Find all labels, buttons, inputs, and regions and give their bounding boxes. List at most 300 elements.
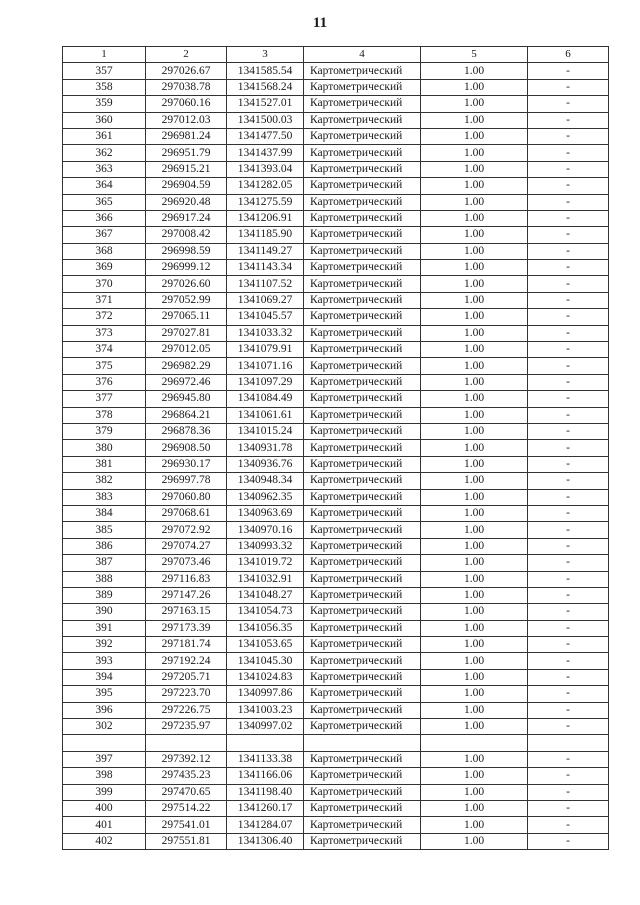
accuracy-cell: 1.00 bbox=[421, 817, 528, 833]
table-row bbox=[63, 112, 609, 128]
method-cell bbox=[304, 735, 421, 751]
table-row bbox=[63, 309, 609, 325]
note-cell: - bbox=[528, 374, 609, 390]
accuracy-cell: 1.00 bbox=[421, 800, 528, 816]
y-coordinate-cell: 1340997.86 bbox=[227, 686, 304, 702]
table-row bbox=[63, 817, 609, 833]
x-coordinate-cell: 297181.74 bbox=[146, 637, 227, 653]
table-row bbox=[63, 637, 609, 653]
x-coordinate-cell: 297192.24 bbox=[146, 653, 227, 669]
y-coordinate-cell: 1341019.72 bbox=[227, 555, 304, 571]
x-coordinate-cell: 297163.15 bbox=[146, 604, 227, 620]
table-row bbox=[63, 538, 609, 554]
note-cell: - bbox=[528, 587, 609, 603]
note-cell: - bbox=[528, 571, 609, 587]
accuracy-cell bbox=[421, 735, 528, 751]
method-cell: Картометрический bbox=[304, 669, 421, 685]
method-cell: Картометрический bbox=[304, 178, 421, 194]
y-coordinate-cell: 1341185.90 bbox=[227, 227, 304, 243]
point-number-cell: 392 bbox=[63, 637, 146, 653]
note-cell: - bbox=[528, 325, 609, 341]
x-coordinate-cell: 297008.42 bbox=[146, 227, 227, 243]
accuracy-cell: 1.00 bbox=[421, 342, 528, 358]
x-coordinate-cell: 297116.83 bbox=[146, 571, 227, 587]
note-cell: - bbox=[528, 128, 609, 144]
note-cell: - bbox=[528, 145, 609, 161]
table-row bbox=[63, 784, 609, 800]
note-cell: - bbox=[528, 407, 609, 423]
x-coordinate-cell: 297012.05 bbox=[146, 342, 227, 358]
point-number-cell: 386 bbox=[63, 538, 146, 554]
point-number-cell: 385 bbox=[63, 522, 146, 538]
note-cell: - bbox=[528, 653, 609, 669]
table-row bbox=[63, 260, 609, 276]
point-number-cell: 380 bbox=[63, 440, 146, 456]
accuracy-cell: 1.00 bbox=[421, 637, 528, 653]
x-coordinate-cell: 297147.26 bbox=[146, 587, 227, 603]
method-cell: Картометрический bbox=[304, 473, 421, 489]
y-coordinate-cell: 1341084.49 bbox=[227, 391, 304, 407]
method-cell: Картометрический bbox=[304, 374, 421, 390]
y-coordinate-cell: 1341437.99 bbox=[227, 145, 304, 161]
method-cell: Картометрический bbox=[304, 276, 421, 292]
note-cell: - bbox=[528, 440, 609, 456]
method-cell: Картометрический bbox=[304, 505, 421, 521]
y-coordinate-cell: 1340970.16 bbox=[227, 522, 304, 538]
point-number-cell: 387 bbox=[63, 555, 146, 571]
accuracy-cell: 1.00 bbox=[421, 227, 528, 243]
note-cell: - bbox=[528, 358, 609, 374]
x-coordinate-cell: 296917.24 bbox=[146, 210, 227, 226]
accuracy-cell: 1.00 bbox=[421, 210, 528, 226]
note-cell: - bbox=[528, 686, 609, 702]
method-cell: Картометрический bbox=[304, 751, 421, 767]
coordinates-table bbox=[62, 46, 609, 850]
x-coordinate-cell: 296981.24 bbox=[146, 128, 227, 144]
y-coordinate-cell: 1341061.61 bbox=[227, 407, 304, 423]
accuracy-cell: 1.00 bbox=[421, 702, 528, 718]
note-cell: - bbox=[528, 63, 609, 79]
method-cell: Картометрический bbox=[304, 128, 421, 144]
x-coordinate-cell: 296997.78 bbox=[146, 473, 227, 489]
point-number-cell: 372 bbox=[63, 309, 146, 325]
y-coordinate-cell: 1340936.76 bbox=[227, 456, 304, 472]
accuracy-cell: 1.00 bbox=[421, 505, 528, 521]
accuracy-cell: 1.00 bbox=[421, 669, 528, 685]
accuracy-cell: 1.00 bbox=[421, 423, 528, 439]
point-number-cell: 358 bbox=[63, 79, 146, 95]
accuracy-cell: 1.00 bbox=[421, 440, 528, 456]
accuracy-cell: 1.00 bbox=[421, 260, 528, 276]
note-cell: - bbox=[528, 243, 609, 259]
y-coordinate-cell: 1340963.69 bbox=[227, 505, 304, 521]
x-coordinate-cell: 296982.29 bbox=[146, 358, 227, 374]
note-cell: - bbox=[528, 702, 609, 718]
point-number-cell: 391 bbox=[63, 620, 146, 636]
y-coordinate-cell: 1341056.35 bbox=[227, 620, 304, 636]
method-cell: Картометрический bbox=[304, 637, 421, 653]
method-cell: Картометрический bbox=[304, 817, 421, 833]
point-number-cell: 373 bbox=[63, 325, 146, 341]
method-cell: Картометрический bbox=[304, 686, 421, 702]
x-coordinate-cell: 297060.80 bbox=[146, 489, 227, 505]
note-cell: - bbox=[528, 669, 609, 685]
table-row bbox=[63, 145, 609, 161]
y-coordinate-cell: 1341198.40 bbox=[227, 784, 304, 800]
table-row bbox=[63, 227, 609, 243]
note-cell: - bbox=[528, 309, 609, 325]
note-cell: - bbox=[528, 751, 609, 767]
x-coordinate-cell: 296998.59 bbox=[146, 243, 227, 259]
method-cell: Картометрический bbox=[304, 161, 421, 177]
accuracy-cell: 1.00 bbox=[421, 391, 528, 407]
point-number-cell: 395 bbox=[63, 686, 146, 702]
table-body bbox=[63, 63, 609, 850]
table-row bbox=[63, 391, 609, 407]
method-cell: Картометрический bbox=[304, 833, 421, 849]
point-number-cell: 381 bbox=[63, 456, 146, 472]
note-cell: - bbox=[528, 489, 609, 505]
note-cell: - bbox=[528, 800, 609, 816]
y-coordinate-cell bbox=[227, 735, 304, 751]
x-coordinate-cell: 297541.01 bbox=[146, 817, 227, 833]
table-row bbox=[63, 456, 609, 472]
point-number-cell: 375 bbox=[63, 358, 146, 374]
x-coordinate-cell: 297026.67 bbox=[146, 63, 227, 79]
table-row bbox=[63, 374, 609, 390]
note-cell: - bbox=[528, 817, 609, 833]
point-number-cell: 384 bbox=[63, 505, 146, 521]
point-number-cell: 379 bbox=[63, 423, 146, 439]
accuracy-cell: 1.00 bbox=[421, 555, 528, 571]
accuracy-cell: 1.00 bbox=[421, 178, 528, 194]
table-row bbox=[63, 276, 609, 292]
x-coordinate-cell: 297226.75 bbox=[146, 702, 227, 718]
note-cell: - bbox=[528, 620, 609, 636]
point-number-cell: 399 bbox=[63, 784, 146, 800]
y-coordinate-cell: 1341024.83 bbox=[227, 669, 304, 685]
method-cell: Картометрический bbox=[304, 784, 421, 800]
accuracy-cell: 1.00 bbox=[421, 128, 528, 144]
x-coordinate-cell: 296930.17 bbox=[146, 456, 227, 472]
point-number-cell: 389 bbox=[63, 587, 146, 603]
accuracy-cell: 1.00 bbox=[421, 276, 528, 292]
method-cell: Картометрический bbox=[304, 63, 421, 79]
accuracy-cell: 1.00 bbox=[421, 751, 528, 767]
point-number-cell: 302 bbox=[63, 719, 146, 735]
table-row bbox=[63, 587, 609, 603]
point-number-cell: 365 bbox=[63, 194, 146, 210]
method-cell: Картометрический bbox=[304, 800, 421, 816]
y-coordinate-cell: 1341260.17 bbox=[227, 800, 304, 816]
table-row bbox=[63, 768, 609, 784]
accuracy-cell: 1.00 bbox=[421, 243, 528, 259]
column-header: 5 bbox=[421, 47, 528, 63]
note-cell bbox=[528, 735, 609, 751]
method-cell: Картометрический bbox=[304, 96, 421, 112]
point-number-cell: 401 bbox=[63, 817, 146, 833]
method-cell: Картометрический bbox=[304, 653, 421, 669]
x-coordinate-cell: 297068.61 bbox=[146, 505, 227, 521]
table-header-row bbox=[63, 47, 609, 63]
x-coordinate-cell: 297470.65 bbox=[146, 784, 227, 800]
x-coordinate-cell: 297027.81 bbox=[146, 325, 227, 341]
y-coordinate-cell: 1341048.27 bbox=[227, 587, 304, 603]
note-cell: - bbox=[528, 719, 609, 735]
x-coordinate-cell: 297073.46 bbox=[146, 555, 227, 571]
y-coordinate-cell: 1341033.32 bbox=[227, 325, 304, 341]
note-cell: - bbox=[528, 292, 609, 308]
y-coordinate-cell: 1340948.34 bbox=[227, 473, 304, 489]
note-cell: - bbox=[528, 604, 609, 620]
point-number-cell: 402 bbox=[63, 833, 146, 849]
accuracy-cell: 1.00 bbox=[421, 571, 528, 587]
point-number-cell: 378 bbox=[63, 407, 146, 423]
column-header: 4 bbox=[304, 47, 421, 63]
x-coordinate-cell: 296945.80 bbox=[146, 391, 227, 407]
point-number-cell: 377 bbox=[63, 391, 146, 407]
note-cell: - bbox=[528, 768, 609, 784]
y-coordinate-cell: 1340931.78 bbox=[227, 440, 304, 456]
accuracy-cell: 1.00 bbox=[421, 161, 528, 177]
accuracy-cell: 1.00 bbox=[421, 587, 528, 603]
point-number-cell: 363 bbox=[63, 161, 146, 177]
x-coordinate-cell: 297173.39 bbox=[146, 620, 227, 636]
note-cell: - bbox=[528, 112, 609, 128]
point-number-cell: 370 bbox=[63, 276, 146, 292]
table-row bbox=[63, 96, 609, 112]
table-row bbox=[63, 489, 609, 505]
accuracy-cell: 1.00 bbox=[421, 325, 528, 341]
point-number-cell: 361 bbox=[63, 128, 146, 144]
point-number-cell: 388 bbox=[63, 571, 146, 587]
point-number-cell: 396 bbox=[63, 702, 146, 718]
y-coordinate-cell: 1341003.23 bbox=[227, 702, 304, 718]
x-coordinate-cell: 296878.36 bbox=[146, 423, 227, 439]
y-coordinate-cell: 1340993.32 bbox=[227, 538, 304, 554]
table-row bbox=[63, 669, 609, 685]
x-coordinate-cell: 297235.97 bbox=[146, 719, 227, 735]
y-coordinate-cell: 1340997.02 bbox=[227, 719, 304, 735]
accuracy-cell: 1.00 bbox=[421, 538, 528, 554]
y-coordinate-cell: 1341282.05 bbox=[227, 178, 304, 194]
method-cell: Картометрический bbox=[304, 210, 421, 226]
table-row bbox=[63, 161, 609, 177]
note-cell: - bbox=[528, 260, 609, 276]
note-cell: - bbox=[528, 522, 609, 538]
note-cell: - bbox=[528, 178, 609, 194]
note-cell: - bbox=[528, 456, 609, 472]
table-row bbox=[63, 555, 609, 571]
y-coordinate-cell: 1341097.29 bbox=[227, 374, 304, 390]
point-number-cell: 357 bbox=[63, 63, 146, 79]
method-cell: Картометрический bbox=[304, 391, 421, 407]
note-cell: - bbox=[528, 538, 609, 554]
note-cell: - bbox=[528, 391, 609, 407]
y-coordinate-cell: 1341568.24 bbox=[227, 79, 304, 95]
x-coordinate-cell bbox=[146, 735, 227, 751]
x-coordinate-cell: 297435.23 bbox=[146, 768, 227, 784]
method-cell: Картометрический bbox=[304, 456, 421, 472]
table-row bbox=[63, 800, 609, 816]
y-coordinate-cell: 1341045.30 bbox=[227, 653, 304, 669]
note-cell: - bbox=[528, 784, 609, 800]
x-coordinate-cell: 297060.16 bbox=[146, 96, 227, 112]
method-cell: Картометрический bbox=[304, 342, 421, 358]
accuracy-cell: 1.00 bbox=[421, 374, 528, 390]
y-coordinate-cell: 1341032.91 bbox=[227, 571, 304, 587]
note-cell: - bbox=[528, 210, 609, 226]
column-header: 3 bbox=[227, 47, 304, 63]
accuracy-cell: 1.00 bbox=[421, 522, 528, 538]
accuracy-cell: 1.00 bbox=[421, 145, 528, 161]
y-coordinate-cell: 1341107.52 bbox=[227, 276, 304, 292]
accuracy-cell: 1.00 bbox=[421, 456, 528, 472]
method-cell: Картометрический bbox=[304, 227, 421, 243]
table-row bbox=[63, 79, 609, 95]
table-row bbox=[63, 440, 609, 456]
accuracy-cell: 1.00 bbox=[421, 63, 528, 79]
point-number-cell: 394 bbox=[63, 669, 146, 685]
x-coordinate-cell: 296915.21 bbox=[146, 161, 227, 177]
point-number-cell: 371 bbox=[63, 292, 146, 308]
accuracy-cell: 1.00 bbox=[421, 489, 528, 505]
y-coordinate-cell: 1341500.03 bbox=[227, 112, 304, 128]
y-coordinate-cell: 1341284.07 bbox=[227, 817, 304, 833]
note-cell: - bbox=[528, 637, 609, 653]
table-row bbox=[63, 292, 609, 308]
x-coordinate-cell: 297065.11 bbox=[146, 309, 227, 325]
method-cell: Картометрический bbox=[304, 358, 421, 374]
accuracy-cell: 1.00 bbox=[421, 358, 528, 374]
note-cell: - bbox=[528, 96, 609, 112]
y-coordinate-cell: 1341071.16 bbox=[227, 358, 304, 374]
column-header: 2 bbox=[146, 47, 227, 63]
method-cell: Картометрический bbox=[304, 309, 421, 325]
x-coordinate-cell: 296972.46 bbox=[146, 374, 227, 390]
table-row bbox=[63, 243, 609, 259]
accuracy-cell: 1.00 bbox=[421, 784, 528, 800]
table-row bbox=[63, 505, 609, 521]
method-cell: Картометрический bbox=[304, 768, 421, 784]
y-coordinate-cell: 1341527.01 bbox=[227, 96, 304, 112]
y-coordinate-cell: 1341166.06 bbox=[227, 768, 304, 784]
y-coordinate-cell: 1341585.54 bbox=[227, 63, 304, 79]
point-number-cell: 376 bbox=[63, 374, 146, 390]
table-row bbox=[63, 194, 609, 210]
x-coordinate-cell: 296999.12 bbox=[146, 260, 227, 276]
x-coordinate-cell: 296920.48 bbox=[146, 194, 227, 210]
point-number-cell: 369 bbox=[63, 260, 146, 276]
y-coordinate-cell: 1341133.38 bbox=[227, 751, 304, 767]
y-coordinate-cell: 1341079.91 bbox=[227, 342, 304, 358]
y-coordinate-cell: 1341393.04 bbox=[227, 161, 304, 177]
point-number-cell: 364 bbox=[63, 178, 146, 194]
accuracy-cell: 1.00 bbox=[421, 407, 528, 423]
accuracy-cell: 1.00 bbox=[421, 292, 528, 308]
y-coordinate-cell: 1341275.59 bbox=[227, 194, 304, 210]
page-number: 11 bbox=[312, 15, 328, 31]
accuracy-cell: 1.00 bbox=[421, 604, 528, 620]
x-coordinate-cell: 297514.22 bbox=[146, 800, 227, 816]
x-coordinate-cell: 297038.78 bbox=[146, 79, 227, 95]
table-row bbox=[63, 719, 609, 735]
note-cell: - bbox=[528, 79, 609, 95]
method-cell: Картометрический bbox=[304, 112, 421, 128]
method-cell: Картометрический bbox=[304, 423, 421, 439]
point-number-cell: 374 bbox=[63, 342, 146, 358]
accuracy-cell: 1.00 bbox=[421, 768, 528, 784]
table-row bbox=[63, 604, 609, 620]
point-number-cell: 390 bbox=[63, 604, 146, 620]
method-cell: Картометрический bbox=[304, 489, 421, 505]
y-coordinate-cell: 1341477.50 bbox=[227, 128, 304, 144]
point-number-cell: 383 bbox=[63, 489, 146, 505]
accuracy-cell: 1.00 bbox=[421, 309, 528, 325]
point-number-cell: 398 bbox=[63, 768, 146, 784]
accuracy-cell: 1.00 bbox=[421, 620, 528, 636]
note-cell: - bbox=[528, 276, 609, 292]
x-coordinate-cell: 296864.21 bbox=[146, 407, 227, 423]
y-coordinate-cell: 1341069.27 bbox=[227, 292, 304, 308]
point-number-cell: 400 bbox=[63, 800, 146, 816]
method-cell: Картометрический bbox=[304, 79, 421, 95]
method-cell: Картометрический bbox=[304, 719, 421, 735]
x-coordinate-cell: 296908.50 bbox=[146, 440, 227, 456]
table-row bbox=[63, 358, 609, 374]
note-cell: - bbox=[528, 194, 609, 210]
note-cell: - bbox=[528, 555, 609, 571]
method-cell: Картометрический bbox=[304, 604, 421, 620]
method-cell: Картометрический bbox=[304, 587, 421, 603]
table-row bbox=[63, 702, 609, 718]
y-coordinate-cell: 1341053.65 bbox=[227, 637, 304, 653]
x-coordinate-cell: 297072.92 bbox=[146, 522, 227, 538]
table-row bbox=[63, 686, 609, 702]
x-coordinate-cell: 297026.60 bbox=[146, 276, 227, 292]
method-cell: Картометрический bbox=[304, 260, 421, 276]
table-row bbox=[63, 751, 609, 767]
table-row bbox=[63, 735, 609, 751]
method-cell: Картометрический bbox=[304, 571, 421, 587]
accuracy-cell: 1.00 bbox=[421, 473, 528, 489]
point-number-cell bbox=[63, 735, 146, 751]
table-row bbox=[63, 522, 609, 538]
x-coordinate-cell: 297052.99 bbox=[146, 292, 227, 308]
point-number-cell: 359 bbox=[63, 96, 146, 112]
note-cell: - bbox=[528, 473, 609, 489]
y-coordinate-cell: 1341054.73 bbox=[227, 604, 304, 620]
x-coordinate-cell: 297223.70 bbox=[146, 686, 227, 702]
table-row bbox=[63, 473, 609, 489]
method-cell: Картометрический bbox=[304, 407, 421, 423]
table-row bbox=[63, 128, 609, 144]
y-coordinate-cell: 1341045.57 bbox=[227, 309, 304, 325]
method-cell: Картометрический bbox=[304, 555, 421, 571]
method-cell: Картометрический bbox=[304, 292, 421, 308]
table-row bbox=[63, 571, 609, 587]
point-number-cell: 362 bbox=[63, 145, 146, 161]
y-coordinate-cell: 1341015.24 bbox=[227, 423, 304, 439]
y-coordinate-cell: 1341143.34 bbox=[227, 260, 304, 276]
method-cell: Картометрический bbox=[304, 194, 421, 210]
y-coordinate-cell: 1341206.91 bbox=[227, 210, 304, 226]
note-cell: - bbox=[528, 161, 609, 177]
method-cell: Картометрический bbox=[304, 145, 421, 161]
x-coordinate-cell: 296951.79 bbox=[146, 145, 227, 161]
method-cell: Картометрический bbox=[304, 243, 421, 259]
accuracy-cell: 1.00 bbox=[421, 686, 528, 702]
